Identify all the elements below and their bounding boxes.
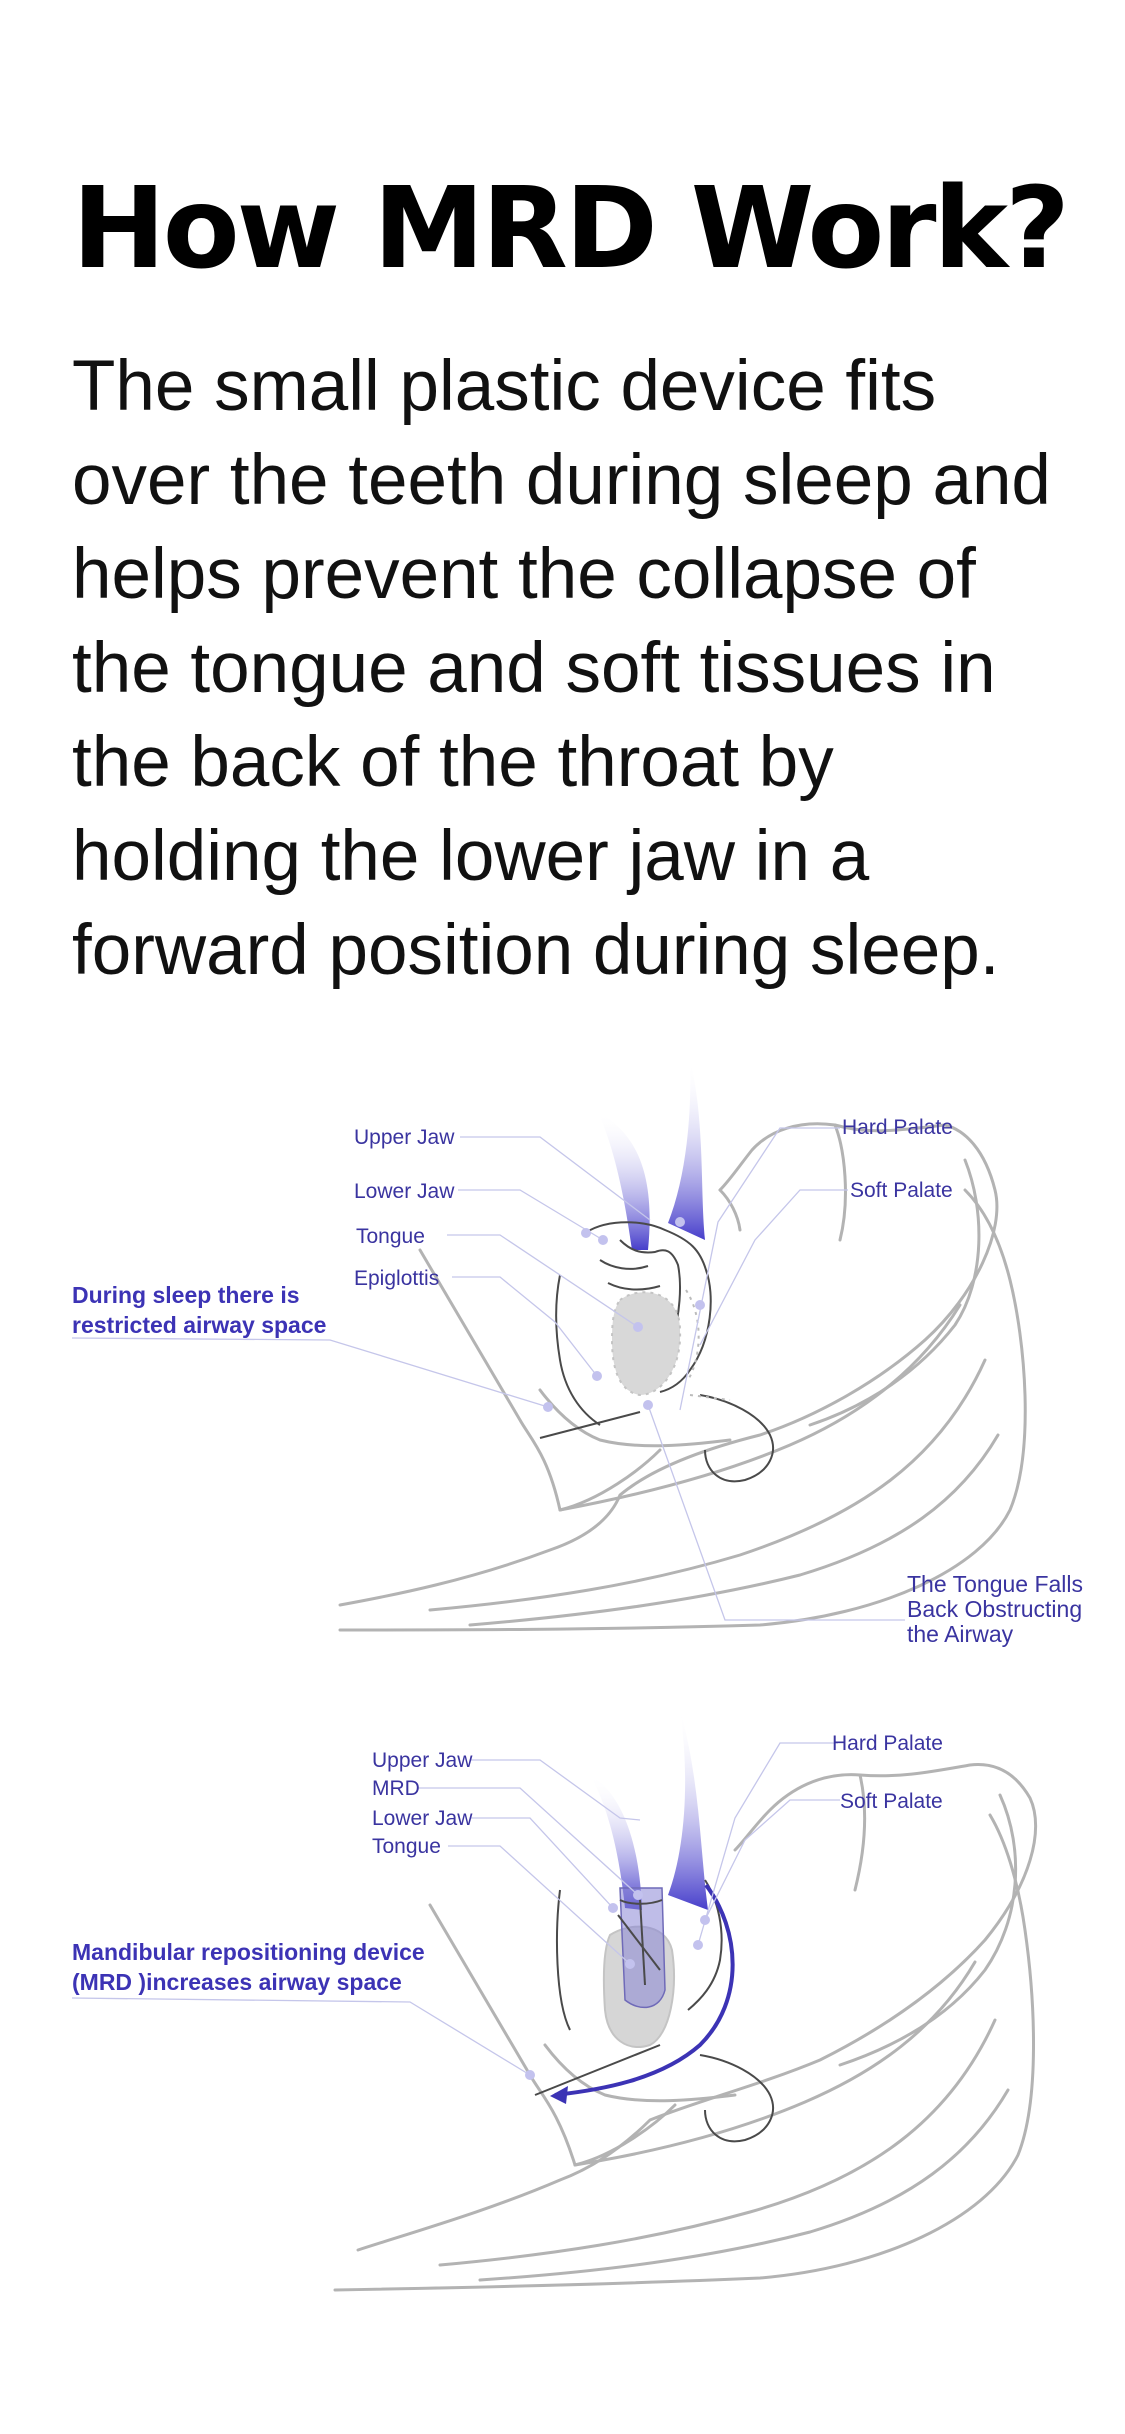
leader-lines: [72, 1743, 840, 2075]
caption-line-1: During sleep there is: [72, 1282, 300, 1308]
note-line-2: Back Obstructing: [907, 1596, 1083, 1622]
label-tongue: Tongue: [372, 1835, 441, 1858]
airflow-plume: [668, 1060, 705, 1240]
airway-diagram-after: [0, 1700, 1125, 2300]
airflow-plume: [668, 1710, 708, 1910]
caption-line-2: restricted airway space: [72, 1312, 327, 1338]
caption-line-2: (MRD )increases airway space: [72, 1969, 402, 1995]
page-title: How MRD Work?: [72, 164, 1067, 294]
label-tongue: Tongue: [356, 1225, 425, 1248]
label-lower-jaw: Lower Jaw: [354, 1180, 455, 1203]
description-paragraph: The small plastic device fits over the teeth during sleep and helps prevent the collapse of the tongue and soft tissues in the back of the throat by holding the lower jaw in a forward position during sleep.: [72, 347, 1051, 990]
note-line-3: the Airway: [907, 1621, 1014, 1647]
leader-lines: [72, 1128, 905, 1620]
label-lower-jaw: Lower Jaw: [372, 1807, 473, 1830]
airflow-plume: [598, 1112, 650, 1250]
note-line-1: The Tongue Falls: [907, 1571, 1084, 1597]
label-hard-palate: Hard Palate: [842, 1116, 953, 1139]
airway-diagram-before: [0, 1040, 1125, 1670]
oral-anatomy: [540, 1222, 773, 1481]
caption-line-1: Mandibular repositioning device: [72, 1939, 425, 1965]
label-upper-jaw: Upper Jaw: [354, 1126, 455, 1149]
label-mrd: MRD: [372, 1777, 420, 1800]
label-soft-palate: Soft Palate: [840, 1790, 943, 1813]
label-soft-palate: Soft Palate: [850, 1179, 953, 1202]
label-epiglottis: Epiglottis: [354, 1267, 440, 1290]
label-upper-jaw: Upper Jaw: [372, 1749, 473, 1772]
label-hard-palate: Hard Palate: [832, 1732, 943, 1755]
